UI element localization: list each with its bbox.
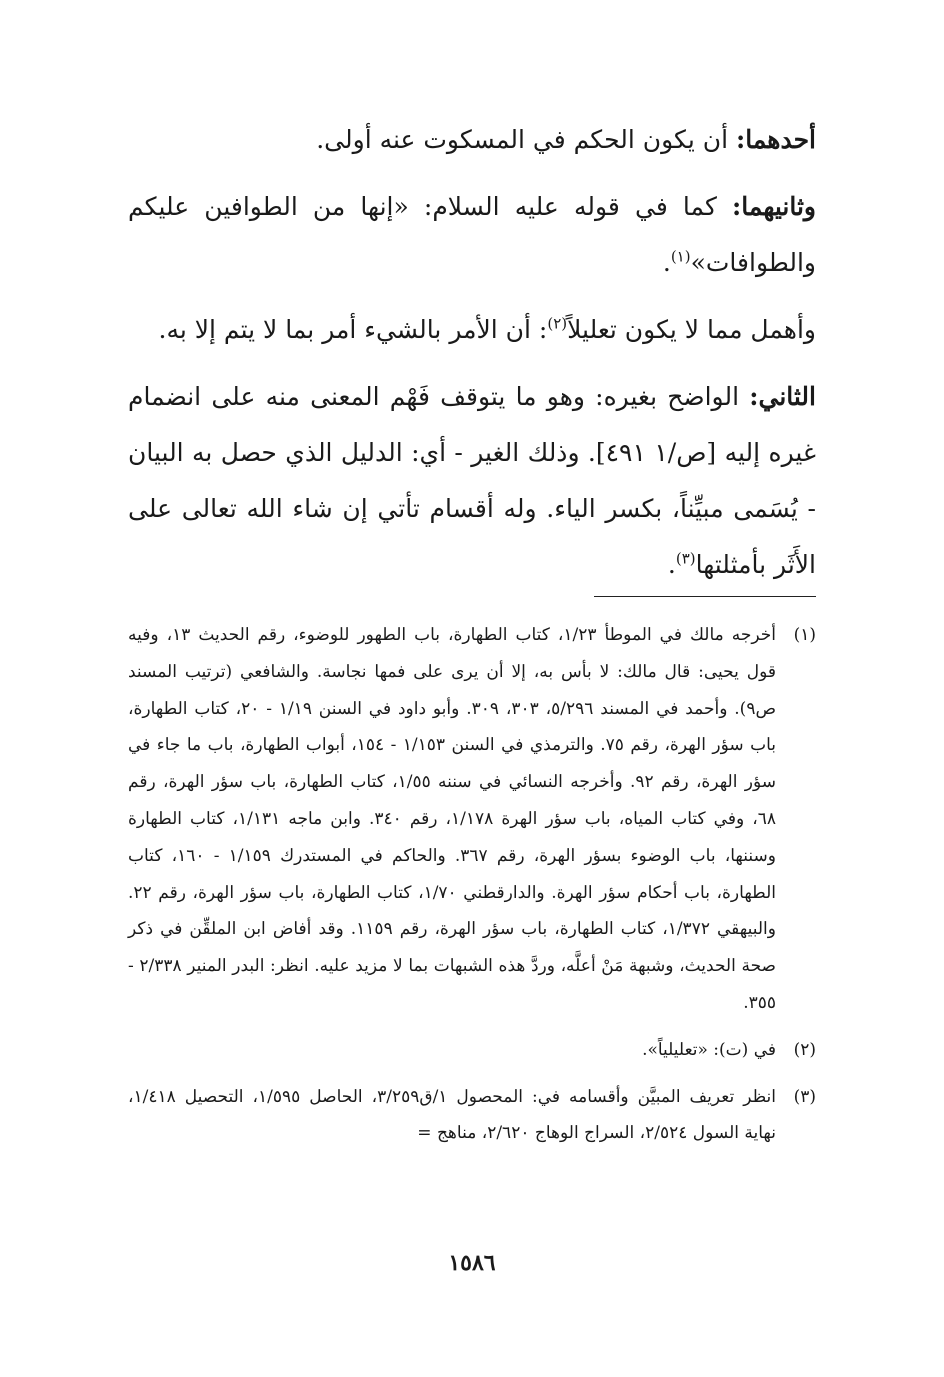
paragraph-second xyxy=(128,179,816,291)
paragraph-text: كما في قوله عليه السلام: «إنها من الطوافين عليكم والطوافات» xyxy=(128,192,816,277)
footnote-item xyxy=(128,1032,816,1069)
paragraph-third xyxy=(128,302,816,358)
paragraph-end: : أن الأمر بالشيء أمر بما لا يتم إلا به. xyxy=(158,315,548,344)
paragraph-lead: وثانيهما: xyxy=(732,192,816,221)
footnote-number: (٣) xyxy=(793,1086,816,1107)
footnotes xyxy=(128,617,816,1162)
paragraph-text: أن يكون الحكم في المسكوت عنه أولى. xyxy=(316,125,736,154)
footnote-text: انظر تعريف المبيَّن وأقسامه في: المحصول ١/ق٣/٢٥٩، الحاصل ١/٥٩٥، التحصيل ١/٤١٨، نهاية السول ٢/٥٢٤، السراج الوهاج ٢/٦٢٠، مناهج = xyxy=(128,1086,776,1144)
paragraph-fourth xyxy=(128,369,816,593)
footnote-reference[interactable]: (٣) xyxy=(675,549,696,568)
footnote-text: أخرجه مالك في الموطأ ١/٢٣، كتاب الطهارة، باب الطهور للوضوء، رقم الحديث ١٣، وفيه قول يحيى: قال مالك: لا بأس به، إلا أن يرى على فمها نجاسة. والشافعي (ترتيب المسند ص٩). وأحمد في المسند ٥/٢٩٦، ٣٠٣، ٣٠٩. وأبو داود في السنن ١/١٩ - ٢٠، كتاب الطهارة، باب سؤر الهرة، رقم ٧٥. والترمذي في السنن ١/١٥٣ - ١٥٤، أبواب الطهارة، باب ما جاء في سؤر الهرة، رقم ٩٢. وأخرجه النسائي في سننه ١/٥٥، كتاب الطهارة، باب سؤر الهرة، رقم ٦٨، وفي كتاب المياه، باب سؤر الهرة ١/١٧٨، رقم ٣٤٠. وابن ماجه ١/١٣١، كتاب الطهارة وسننها، باب الوضوء بسؤر الهرة، رقم ٣٦٧. والحاكم في المستدرك ١/١٥٩ - ١٦٠، كتاب الطهارة، باب أحكام سؤر الهرة. والدارقطني ١/٧٠، كتاب الطهارة، باب سؤر الهرة، رقم ٢٢. والبيهقي ١/٣٧٢، كتاب الطهارة، باب سؤر الهرة، رقم ١١٥٩. وقد أفاض ابن الملقِّن في ذكر صحة الحديث، وشبهة مَنْ أعلَّه، وردَّ هذه الشبهات بما لا مزيد عليه. انظر: البدر المنير ٢/٣٣٨ - ٣٥٥. xyxy=(128,625,777,1013)
paragraph-text: وأهمل مما لا يكون تعليلاً xyxy=(567,315,816,344)
footnote-item xyxy=(128,617,816,1022)
paragraph-lead: الثاني: xyxy=(749,382,816,411)
paragraph-end: . xyxy=(662,248,671,277)
footnote-number: (٢) xyxy=(793,1039,816,1060)
page-number: ١٥٨٦ xyxy=(448,1250,496,1276)
footnote-text: في (ت): «تعليلياً». xyxy=(642,1039,776,1060)
footnote-number: (١) xyxy=(793,625,816,645)
paragraph-lead: أحدهما: xyxy=(735,125,816,154)
footnote-reference[interactable]: (٢) xyxy=(547,314,568,333)
footnote-separator xyxy=(594,596,816,597)
paragraph-end: . xyxy=(667,550,676,579)
paragraph-first xyxy=(128,112,816,168)
paragraph-text: الواضح بغيره: وهو ما يتوقف فَهْم المعنى منه على انضمام غيره إليه [ص/١ ٤٩١]. وذلك الغير - أي: الدليل الذي حصل به البيان - يُسَمى مبيِّناً، بكسر الياء. وله أقسام تأتي إن شاء الله تعالى على الأَثَر بأمثلتها xyxy=(128,382,816,579)
footnote-reference[interactable]: (١) xyxy=(670,247,691,266)
footnote-item xyxy=(128,1079,816,1153)
main-text xyxy=(128,112,816,604)
